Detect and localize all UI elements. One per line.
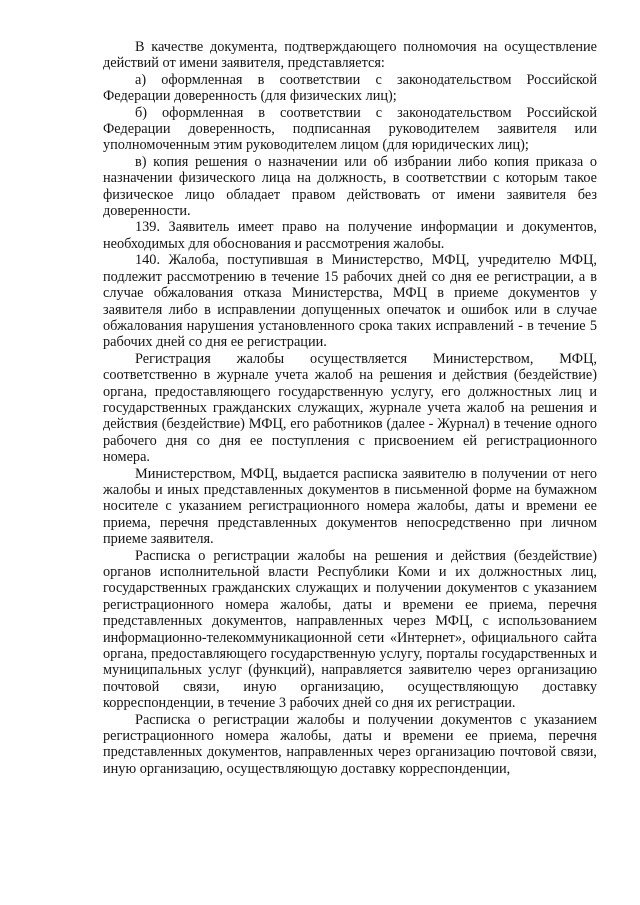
paragraph-item-b: б) оформленная в соответствии с законодательством Российской Федерации доверенность, подписанная руководителем заявителя или уполномоченным этим руководителем лицом (для юридических лиц); bbox=[103, 104, 597, 154]
paragraph-authority-document: В качестве документа, подтверждающего полномочия на осуществление действий от имени заявителя, представляется: bbox=[103, 39, 597, 72]
paragraph-receipt-online: Расписка о регистрации жалобы на решения и действия (бездействие) органов исполнительной власти Республики Коми и их должностных лиц, государственных гражданских служащих и получении документов с указанием регистрационного номера жалобы, даты и времени ее приема, перечня представленных документов, направленных через МФЦ, с использованием информационно-телекоммуникационной сети «Интернет», официального сайта органа, предоставляющего государственную услугу, порталы государственных и муниципальных услуг (функций), направляется заявителю через организацию почтовой связи, иную организацию, осуществляющую доставку корреспонденции, в течение 3 рабочих дней со дня их регистрации. bbox=[103, 547, 597, 712]
document-body bbox=[103, 39, 597, 777]
paragraph-item-c: в) копия решения о назначении или об избрании либо копия приказа о назначении физического лица на должность, в соответствии с которым такое физическое лицо обладает правом действовать от имени заявителя без доверенности. bbox=[103, 153, 597, 220]
paragraph-clause-140: 140. Жалоба, поступившая в Министерство, МФЦ, учредителю МФЦ, подлежит рассмотрению в течение 15 рабочих дней со дня ее регистрации, а в случае обжалования отказа Министерства, МФЦ в приеме документов у заявителя либо в исправлении допущенных опечаток и ошибок или в случае обжалования нарушения установленного срока таких исправлений - в течение 5 рабочих дней со дня ее регистрации. bbox=[103, 252, 597, 351]
paragraph-complaint-registration: Регистрация жалобы осуществляется Министерством, МФЦ, соответственно в журнале учета жалоб на решения и действия (бездействие) органа, предоставляющего государственную услугу, его должностных лиц и государственных гражданских служащих, журнале учета жалоб на решения и действия (бездействие) МФЦ, его работников (далее - Журнал) в течение одного рабочего дня со дня ее поступления с присвоением ей регистрационного номера. bbox=[103, 350, 597, 466]
paragraph-receipt-postal: Расписка о регистрации жалобы и получении документов с указанием регистрационного номера жалобы, даты и времени ее приема, перечня представленных документов, направленных через организацию почтовой связи, иную организацию, осуществляющую доставку корреспонденции, bbox=[103, 711, 597, 777]
paragraph-clause-139: 139. Заявитель имеет право на получение информации и документов, необходимых для обоснования и рассмотрения жалобы. bbox=[103, 219, 597, 252]
paragraph-receipt-issuance: Министерством, МФЦ, выдается расписка заявителю в получении от него жалобы и иных представленных документов в письменной форме на бумажном носителе с указанием регистрационного номера жалобы, даты и времени ее приема, перечня представленных документов непосредственно при личном приеме заявителя. bbox=[103, 465, 597, 548]
paragraph-item-a: а) оформленная в соответствии с законодательством Российской Федерации доверенность (для физических лиц); bbox=[103, 71, 597, 105]
